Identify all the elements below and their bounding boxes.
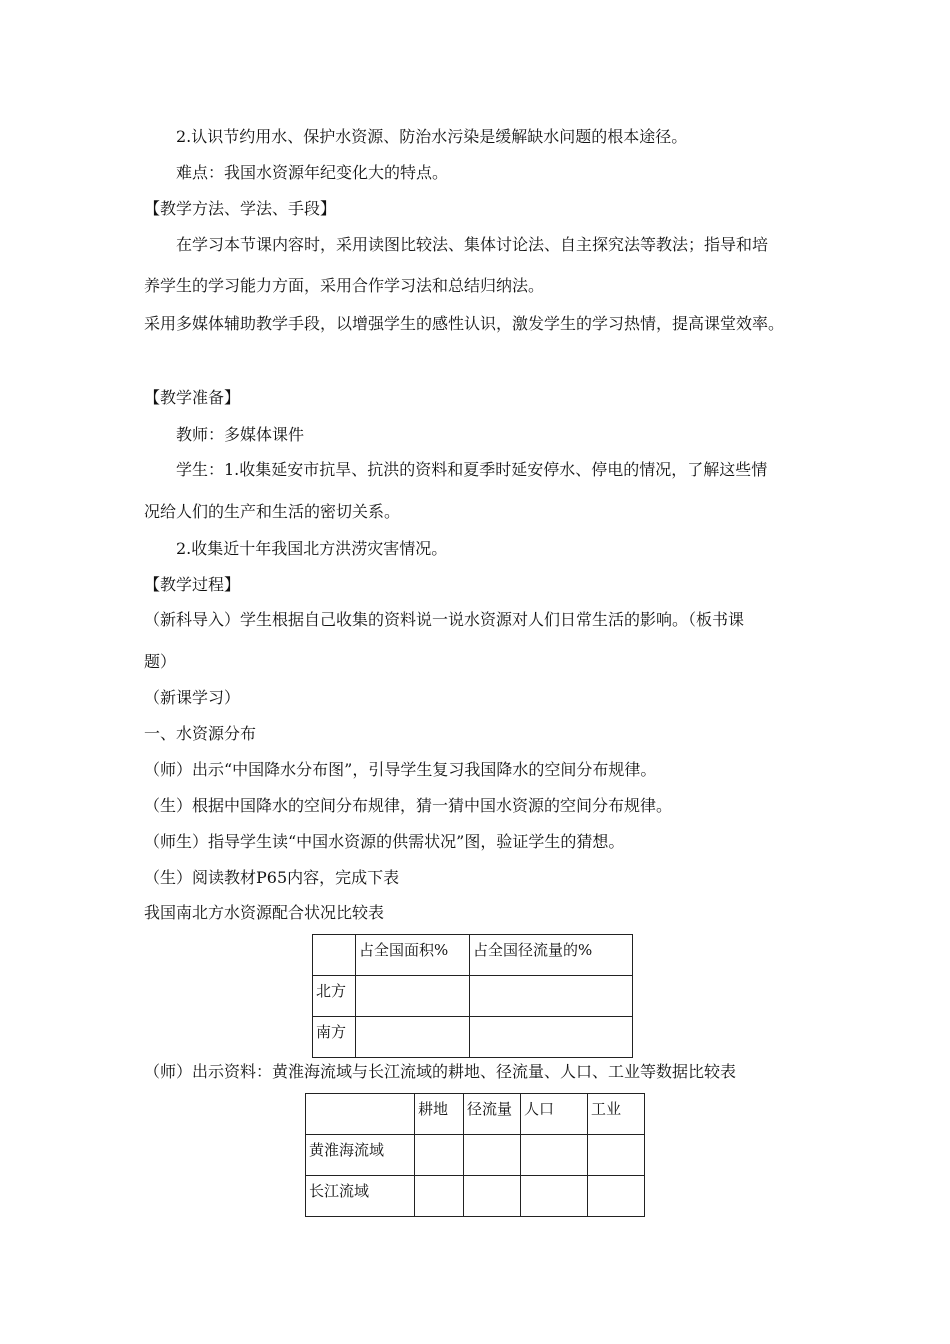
table-header-row	[313, 935, 633, 976]
text-line: （师）出示资料：黄淮海流域与长江流域的耕地、径流量、人口、工业等数据比较表	[144, 1062, 737, 1081]
row-label: 长江流域	[306, 1176, 415, 1217]
table-cell	[313, 935, 356, 976]
text-line: 采用多媒体辅助教学手段，以增强学生的感性认识，激发学生的学习热情，提高课堂效率。	[144, 314, 785, 333]
table-header-cell: 人口	[521, 1094, 588, 1135]
table-cell	[464, 1135, 521, 1176]
section-heading: 【教学过程】	[144, 575, 241, 594]
row-label: 黄淮海流域	[306, 1135, 415, 1176]
row-label: 北方	[313, 976, 356, 1017]
table-cell	[415, 1176, 464, 1217]
section-heading: 【教学方法、学法、手段】	[144, 199, 337, 218]
text-line: 学生：1.收集延安市抗旱、抗洪的资料和夏季时延安停水、停电的情况，了解这些情	[176, 460, 768, 479]
table-cell	[521, 1135, 588, 1176]
table-cell	[588, 1176, 645, 1217]
table-row	[313, 1017, 633, 1058]
text-line: 一、水资源分布	[144, 724, 257, 743]
table-header-cell: 占全国径流量的%	[470, 935, 633, 976]
text-line: （生）根据中国降水的空间分布规律，猜一猜中国水资源的空间分布规律。	[144, 796, 673, 815]
basin-comparison-table	[305, 1093, 645, 1217]
table-cell	[356, 1017, 470, 1058]
text-line: 2.认识节约用水、保护水资源、防治水污染是缓解缺水问题的根本途径。	[176, 127, 688, 146]
table-cell	[470, 1017, 633, 1058]
text-line: 2.收集近十年我国北方洪涝灾害情况。	[176, 539, 448, 558]
section-heading: 【教学准备】	[144, 388, 241, 407]
north-south-water-table	[312, 934, 633, 1058]
table-cell	[521, 1176, 588, 1217]
table-cell	[356, 976, 470, 1017]
table-header-row	[306, 1094, 645, 1135]
text-line: 况给人们的生产和生活的密切关系。	[144, 502, 401, 521]
text-line: （新科导入）学生根据自己收集的资料说一说水资源对人们日常生活的影响。（板书课	[144, 610, 745, 629]
table-caption: 我国南北方水资源配合状况比较表	[144, 903, 385, 922]
table-header-cell: 占全国面积%	[356, 935, 470, 976]
table-header-cell: 耕地	[415, 1094, 464, 1135]
table-row	[306, 1176, 645, 1217]
text-line: （师）出示“中国降水分布图”，引导学生复习我国降水的空间分布规律。	[144, 760, 657, 779]
table-cell	[306, 1094, 415, 1135]
table-cell	[588, 1135, 645, 1176]
text-line: 在学习本节课内容时，采用读图比较法、集体讨论法、自主探究法等教法；指导和培	[176, 235, 769, 254]
text-line: （新课学习）	[144, 688, 241, 707]
text-line: 难点：我国水资源年纪变化大的特点。	[176, 163, 449, 182]
table-header-cell: 工业	[588, 1094, 645, 1135]
text-line: （生）阅读教材P65内容，完成下表	[144, 868, 400, 887]
table-cell	[470, 976, 633, 1017]
text-line: 教师：多媒体课件	[176, 425, 305, 444]
table-header-cell: 径流量	[464, 1094, 521, 1135]
row-label: 南方	[313, 1017, 356, 1058]
table-row	[306, 1135, 645, 1176]
table-cell	[464, 1176, 521, 1217]
text-line: 养学生的学习能力方面，采用合作学习法和总结归纳法。	[144, 276, 545, 295]
text-line: 题）	[144, 652, 177, 671]
table-row	[313, 976, 633, 1017]
table-cell	[415, 1135, 464, 1176]
text-line: （师生）指导学生读“中国水资源的供需状况”图，验证学生的猜想。	[144, 832, 625, 851]
